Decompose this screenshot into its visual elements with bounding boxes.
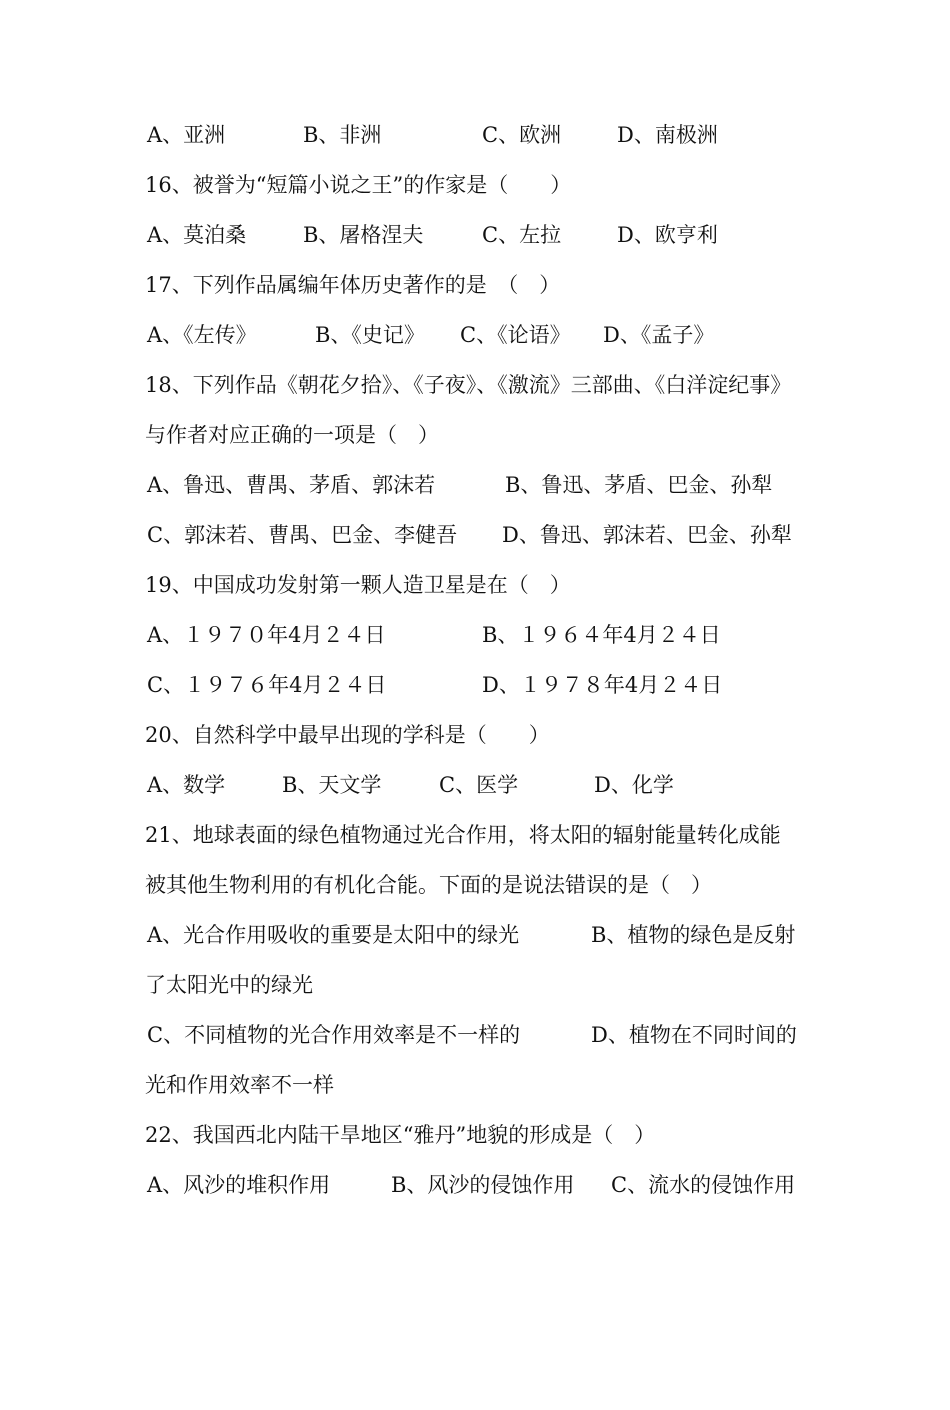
q16-option-b: B、屠格涅夫 xyxy=(303,223,424,247)
q15-option-b: B、非洲 xyxy=(303,123,382,147)
q19-option-b: B、１９６４年4月２４日 xyxy=(482,623,721,647)
q19-options-ab xyxy=(145,610,721,660)
q22-option-b: B、风沙的侵蚀作用 xyxy=(391,1173,575,1197)
q18-options-ab xyxy=(145,460,773,510)
q18-option-c: C、郭沫若、曹禺、巴金、李健吾 xyxy=(147,523,458,547)
q17-option-c: C、《论语》 xyxy=(460,323,571,347)
q21-question-line2: 被其他生物利用的有机化合能。下面的是说法错误的是（ ） xyxy=(145,873,712,897)
q21-options-cd xyxy=(145,1010,797,1060)
q18-options-cd xyxy=(145,510,792,560)
q16-option-a: A、莫泊桑 xyxy=(147,223,247,247)
q21-option-d-line1: D、植物在不同时间的 xyxy=(591,1023,797,1047)
q21-options-ab xyxy=(145,910,796,960)
q20-option-c: C、医学 xyxy=(439,773,519,797)
q21-option-b-line1: B、植物的绿色是反射 xyxy=(591,923,796,947)
q21-option-a: A、光合作用吸收的重要是太阳中的绿光 xyxy=(147,923,520,947)
q19-options-cd xyxy=(145,660,723,710)
q15-option-d: D、南极洲 xyxy=(617,123,718,147)
q20-question: 20、自然科学中最早出现的学科是（ ） xyxy=(145,723,550,747)
q20-option-b: B、天文学 xyxy=(282,773,382,797)
q19-option-d: D、１９７８年4月２４日 xyxy=(482,673,723,697)
q17-question: 17、下列作品属编年体历史著作的是 （ ） xyxy=(145,273,561,297)
q17-option-a: A、《左传》 xyxy=(147,323,257,347)
q17-option-d: D、《孟子》 xyxy=(603,323,715,347)
q16-option-d: D、欧亨利 xyxy=(617,223,718,247)
q17-options xyxy=(145,310,715,360)
q18-option-b: B、鲁迅、茅盾、巴金、孙犁 xyxy=(505,473,773,497)
q15-option-a: A、亚洲 xyxy=(147,123,226,147)
q21-option-d-line2: 光和作用效率不一样 xyxy=(145,1073,334,1097)
q17-option-b: B、《史记》 xyxy=(315,323,425,347)
q18-option-d: D、鲁迅、郭沫若、巴金、孙犁 xyxy=(502,523,792,547)
q20-option-a: A、数学 xyxy=(147,773,226,797)
q15-options xyxy=(145,110,718,160)
q18-question-line2: 与作者对应正确的一项是（ ） xyxy=(145,423,439,447)
q21-question-line1: 21、地球表面的绿色植物通过光合作用，将太阳的辐射能量转化成能 xyxy=(145,823,781,847)
q21-option-b-line2: 了太阳光中的绿光 xyxy=(145,973,313,997)
q20-option-d: D、化学 xyxy=(594,773,674,797)
q20-options xyxy=(145,760,674,810)
q16-question: 16、被誉为“短篇小说之王”的作家是（ ） xyxy=(145,173,572,197)
q16-options xyxy=(145,210,718,260)
q19-option-a: A、１９７０年4月２４日 xyxy=(147,623,386,647)
q18-question-line1: 18、下列作品《朝花夕拾》、《子夜》、《激流》三部曲、《白洋淀纪事》 xyxy=(145,373,792,397)
q19-option-c: C、１９７６年4月２４日 xyxy=(147,673,387,697)
q16-option-c: C、左拉 xyxy=(482,223,562,247)
q22-option-a: A、风沙的堆积作用 xyxy=(147,1173,331,1197)
q22-question: 22、我国西北内陆干旱地区“雅丹”地貌的形成是（ ） xyxy=(145,1123,656,1147)
q19-question: 19、中国成功发射第一颗人造卫星是在（ ） xyxy=(145,573,571,597)
q18-option-a: A、鲁迅、曹禺、茅盾、郭沫若 xyxy=(147,473,436,497)
q15-option-c: C、欧洲 xyxy=(482,123,562,147)
q22-option-c: C、流水的侵蚀作用 xyxy=(611,1173,796,1197)
q22-options xyxy=(145,1160,796,1210)
q21-option-c: C、不同植物的光合作用效率是不一样的 xyxy=(147,1023,521,1047)
